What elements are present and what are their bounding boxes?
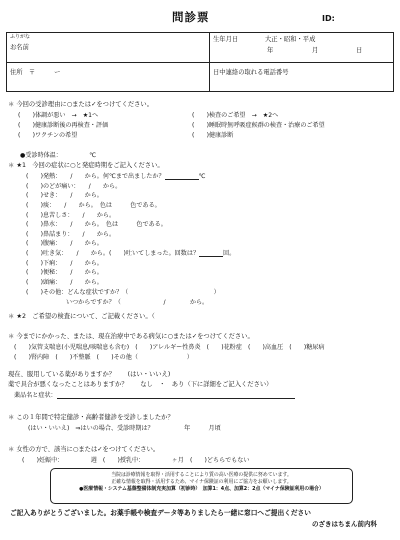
visit-option[interactable]: ( )検査のご希望 → ★2へ <box>192 112 279 119</box>
drug-reaction-question[interactable]: 薬で具合が悪くなったことはありますか？ なし ・ あり（下に詳細をご記入ください） <box>8 381 273 388</box>
symptom-row[interactable]: ( )せき： / から。 <box>26 192 103 199</box>
visit-option[interactable]: ( )体調が悪い → ★1へ <box>18 112 99 119</box>
symptom-row[interactable]: ( )腹痛： / から。 <box>26 240 103 247</box>
symptom-row[interactable]: ( )鼻詰まり： / から。 <box>26 231 116 238</box>
month-label: 月 <box>312 47 319 54</box>
history-options[interactable]: ( )気管支喘息(小児喘息/咳喘息も含む) ( )アレルギー性鼻炎 ( )花粉症 ( )高血圧 ( )糖尿病 <box>14 344 325 351</box>
visit-option[interactable]: ( )健康診断 <box>192 132 234 139</box>
day-label: 日 <box>356 47 363 54</box>
checkup-question: ＊ この１年間で特定健診・高齢者健診を受診しましたか？ <box>8 414 174 421</box>
footer-thanks: ご記入ありがとうございました。お薬手帳や検査データ等ありましたら一緒に窓口へご提出ください <box>10 509 311 517</box>
symptom-row[interactable]: ( )のどが痛い： / から。 <box>26 183 122 190</box>
visit-option[interactable]: ( )ワクチンの希望 <box>18 132 78 139</box>
notice-line: 当院は診療情報を取得・活用することにより質の高い医療の提供に努めています。 <box>111 472 292 478</box>
symptom-row[interactable]: ( )下痢： / から。 <box>26 260 103 267</box>
symptom-row[interactable]: ( )頭痛： / から。 <box>26 279 103 286</box>
symptom-row[interactable]: ( )息苦しさ： / から。 <box>26 212 116 219</box>
era-options: 大正・昭和・平成 <box>265 36 316 43</box>
visit-reason-question: ＊ 今回の受診理由に○または✓をつけてください。 <box>8 101 154 108</box>
symptoms-question: ＊ ★1 今回の症状に○と発症時期をご記入ください。 <box>8 162 164 169</box>
symptom-row[interactable]: ( )痰： / から。 色は 色である。 <box>26 202 161 209</box>
female-question: ＊ 女性の方で、該当に○または✓をつけてください。 <box>8 446 160 453</box>
meds-question[interactable]: 現在、服用している薬がありますか？ (はい・いいえ) <box>8 371 171 378</box>
symptom-row[interactable]: ( )便秘： / から。 <box>26 269 103 276</box>
dob-label: 生年月日 <box>213 36 239 43</box>
questionnaire-page <box>4 2 396 538</box>
clinic-name: のざきはちまん前内科 <box>312 520 377 528</box>
notice-box <box>50 468 353 504</box>
page-title: 問診票 <box>172 10 210 24</box>
notice-line: ●医療情報・システム基盤整備体制充実加算（初診時） 加算1：4点、加算2：2点（マイナ保険証利用の場合） <box>79 485 324 492</box>
id-label: ID: <box>322 14 335 23</box>
row-divider <box>6 62 394 63</box>
symptom-row[interactable]: ( )その他：どんな症状ですか？（ ） <box>26 289 220 296</box>
visit-option[interactable]: ( )健康診断後の再検査・評価 <box>18 122 109 129</box>
symptom-row[interactable]: ( )吐き気： / から。( )吐いてしまった。回数は？ 回。 <box>26 250 236 257</box>
test-request-question[interactable]: ＊ ★2 ご希望の検査について、ご記載ください。（ <box>8 313 155 320</box>
drug-detail-field[interactable]: 薬品名と症状： <box>14 392 295 399</box>
temperature-field[interactable]: ●受診時体温： ℃ <box>20 152 97 159</box>
checkup-answer[interactable]: (はい・いいえ) ⇒はいの場合、受診時期は？ 年 月頃 <box>28 425 221 432</box>
history-question: ＊ 今までにかかった、または、現在治療中である病気に○または✓をつけてください。 <box>8 333 254 340</box>
address-label: 住所 〒 ー <box>10 69 61 76</box>
year-label: 年 <box>267 47 274 54</box>
col-divider <box>209 32 210 92</box>
phone-label: 日中連絡の取れる電話番号 <box>213 69 289 76</box>
notice-line: 正確な情報を取得・活用するため、マイナ保険証の利用にご協力をお願いします。 <box>111 478 292 485</box>
symptom-since[interactable]: いつからですか？（ / から。 <box>66 299 209 306</box>
visit-option[interactable]: ( )睡眠時無呼吸症候群の検査・治療のご希望 <box>192 122 325 129</box>
female-answer[interactable]: ( )妊娠中： 週 ( )授乳中： ヶ月 ( )どちらでもない <box>22 457 250 464</box>
history-options[interactable]: ( )腎内障 ( )不整脈 ( )その他（ ） <box>14 354 193 361</box>
furigana-label: ふりがな <box>10 34 31 40</box>
name-label: お名前 <box>10 44 29 51</box>
symptom-row[interactable]: ( )発熱： / から。何℃まで出ましたか？ ℃ <box>26 173 206 180</box>
symptom-row[interactable]: ( )鼻水： / から。 色は 色である。 <box>26 221 167 228</box>
